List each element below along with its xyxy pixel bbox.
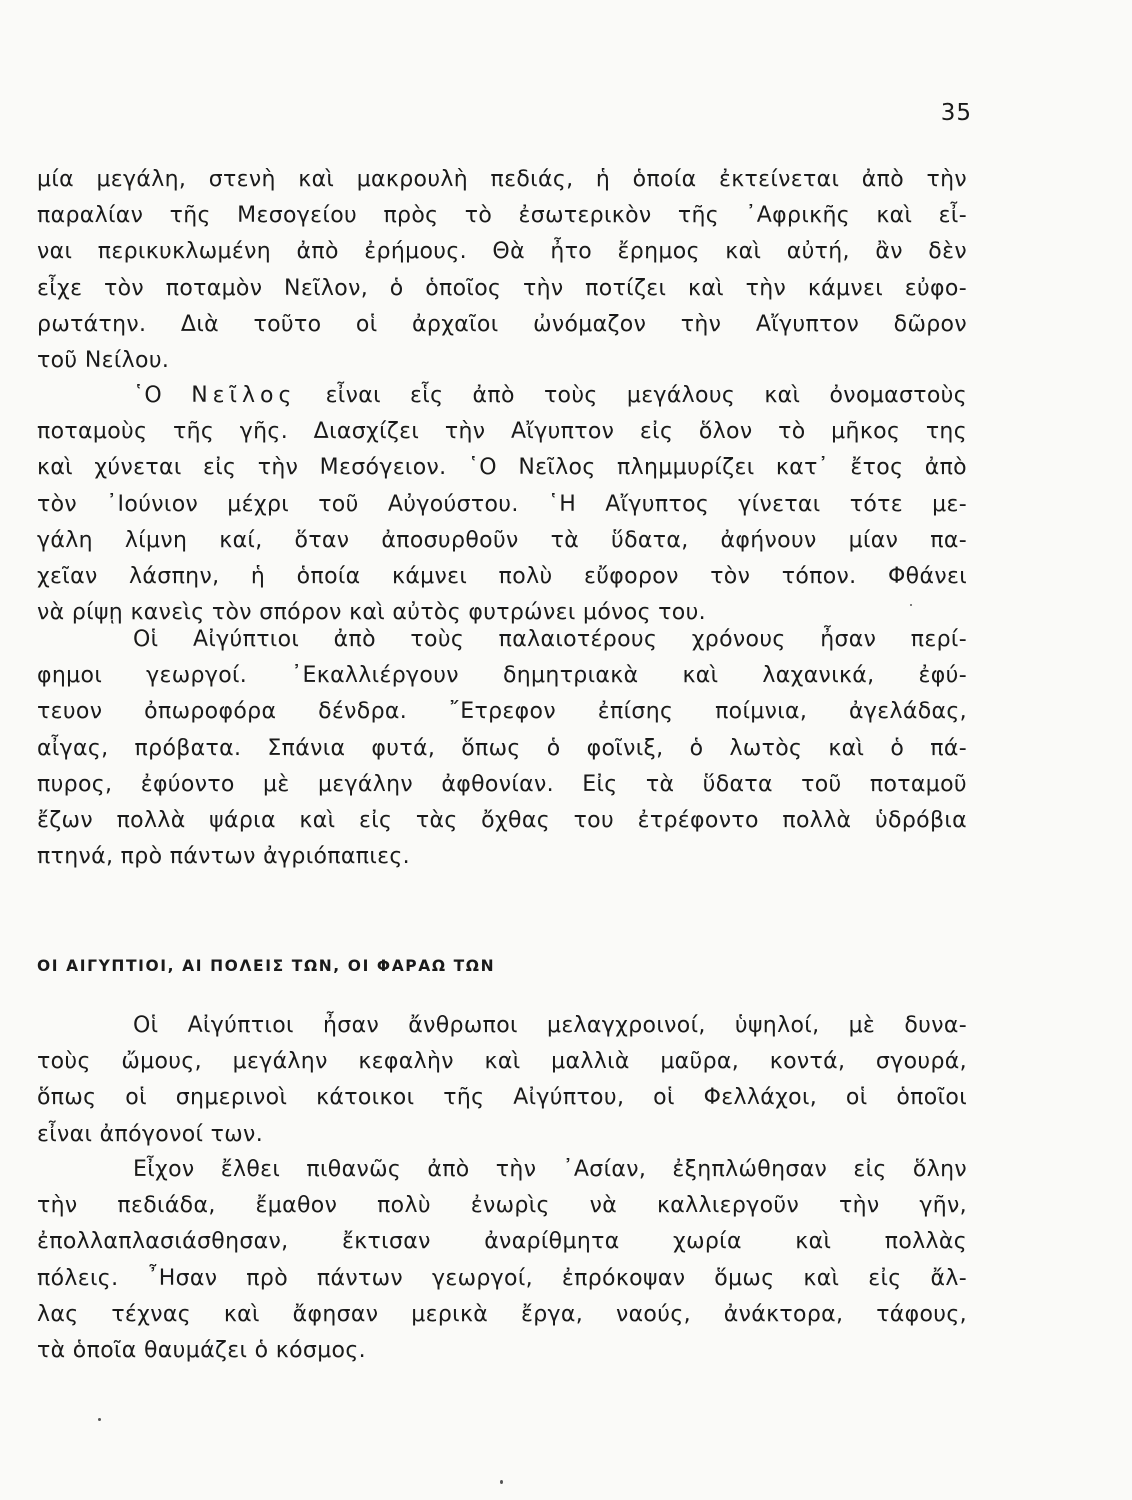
text-line: νὰ ρίψῃ κανεὶς τὸν σπόρον καὶ αὐτὸς φυτρώνει μόνος του. <box>37 600 707 626</box>
spaced-term-neilos: Νεῖλος <box>191 383 297 408</box>
text-line: ρωτάτην. Διὰ τοῦτο οἱ ἀρχαῖοι ὠνόμαζον τὴν Αἴγυπτον δῶρον <box>37 311 967 337</box>
text-line: πτηνά, πρὸ πάντων ἀγριόπαπιες. <box>37 844 410 870</box>
text-line: μία μεγάλη, στενὴ καὶ μακρουλὴ πεδιάς, ἡ ὁποία ἐκτείνεται ἀπὸ τὴν <box>37 167 967 192</box>
paragraph-3 <box>37 622 967 875</box>
print-speck <box>98 1418 101 1421</box>
text-line: Οἱ Αἰγύπτιοι ἦσαν ἄνθρωποι μελαγχροινοί, ὑψηλοί, μὲ δυνα- <box>133 1013 967 1038</box>
text-line: ἔζων πολλὰ ψάρια καὶ εἰς τὰς ὄχθας του ἐτρέφοντο πολλὰ ὑδρόβια <box>37 807 967 833</box>
text-line: Εἶχον ἔλθει πιθανῶς ἀπὸ τὴν ᾿Ασίαν, ἐξηπλώθησαν εἰς ὅλην <box>133 1157 967 1182</box>
paragraph-5 <box>37 1152 967 1369</box>
text-line: καὶ χύνεται εἰς τὴν Μεσόγειον. ῾Ο Νεῖλος πλημμυρίζει κατ᾿ ἔτος ἀπὸ <box>37 455 967 481</box>
text-line: ναι περικυκλωμένη ἀπὸ ἐρήμους. Θὰ ἦτο ἔρημος καὶ αὐτή, ἂν δὲν <box>37 239 967 265</box>
print-speck <box>500 1480 503 1484</box>
text-line: Οἱ Αἰγύπτιοι ἀπὸ τοὺς παλαιοτέρους χρόνους ἦσαν περί- <box>133 627 967 652</box>
print-speck <box>910 604 912 606</box>
text-line: γάλη λίμνη καί, ὅταν ἀποσυρθοῦν τὰ ὕδατα, ἀφήνουν μίαν πα- <box>37 527 967 553</box>
text-line: αἶγας, πρόβατα. Σπάνια φυτά, ὅπως ὁ φοῖνιξ, ὁ λωτὸς καὶ ὁ πά- <box>37 735 967 761</box>
line-rest: εἶναι εἷς ἀπὸ τοὺς μεγάλους καὶ ὀνομαστοὺς <box>325 383 967 408</box>
text-line: τευον ὀπωροφόρα δένδρα. ῎Ετρεφον ἐπίσης ποίμνια, ἀγελάδας, <box>37 699 967 725</box>
text-line <box>37 378 967 414</box>
text-line: τοῦ Νείλου. <box>37 347 170 373</box>
text-line: φημοι γεωργοί. ᾿Εκαλλιέργουν δημητριακὰ καὶ λαχανικά, ἐφύ- <box>37 663 967 689</box>
text-line: εἶναι ἀπόγονοί των. <box>37 1121 264 1147</box>
text-line: εἶχε τὸν ποταμὸν Νεῖλον, ὁ ὁποῖος τὴν ποτίζει καὶ τὴν κάμνει εὐφο- <box>37 275 967 301</box>
text-line: παραλίαν τῆς Μεσογείου πρὸς τὸ ἐσωτερικὸν τῆς ᾿Αφρικῆς καὶ εἶ- <box>37 203 967 229</box>
text-line: ποταμοὺς τῆς γῆς. Διασχίζει τὴν Αἴγυπτον εἰς ὅλον τὸ μῆκος της <box>37 419 967 445</box>
text-line: τὰ ὁποῖα θαυμάζει ὁ κόσμος. <box>37 1337 366 1363</box>
paragraph-2 <box>37 378 967 631</box>
text-line: τὴν πεδιάδα, ἔμαθον πολὺ ἐνωρὶς νὰ καλλιεργοῦν τὴν γῆν, <box>37 1193 967 1219</box>
opening-article: ῾Ο <box>133 383 163 408</box>
text-line: τοὺς ὤμους, μεγάλην κεφαλὴν καὶ μαλλιὰ μαῦρα, κοντά, σγουρά, <box>37 1049 967 1075</box>
text-line: τὸν ᾿Ιούνιον μέχρι τοῦ Αὐγούστου. ῾Η Αἴγυπτος γίνεται τότε με- <box>37 491 967 517</box>
section-heading: ΟΙ ΑΙΓΥΠΤΙΟΙ, ΑΙ ΠΟΛΕΙΣ ΤΩΝ, ΟΙ ΦΑΡΑΩ ΤΩΝ <box>37 957 496 975</box>
text-line: χεῖαν λάσπην, ἡ ὁποία κάμνει πολὺ εὔφορον τὸν τόπον. Φθάνει <box>37 563 967 589</box>
page-number: 35 <box>940 100 972 126</box>
text-line: πόλεις. ῏Ησαν πρὸ πάντων γεωργοί, ἐπρόκοψαν ὅμως καὶ εἰς ἄλ- <box>37 1265 967 1291</box>
text-line: ἐπολλαπλασιάσθησαν, ἔκτισαν ἀναρίθμητα χωρία καὶ πολλὰς <box>37 1229 967 1255</box>
paragraph-4 <box>37 1008 967 1153</box>
paragraph-1 <box>37 162 967 379</box>
text-line: ὅπως οἱ σημερινοὶ κάτοικοι τῆς Αἰγύπτου, οἱ Φελλάχοι, οἱ ὁποῖοι <box>37 1085 967 1111</box>
text-line: λας τέχνας καὶ ἄφησαν μερικὰ ἔργα, ναούς, ἀνάκτορα, τάφους, <box>37 1301 967 1327</box>
text-line: πυρος, ἐφύοντο μὲ μεγάλην ἀφθονίαν. Εἰς τὰ ὕδατα τοῦ ποταμοῦ <box>37 771 967 797</box>
